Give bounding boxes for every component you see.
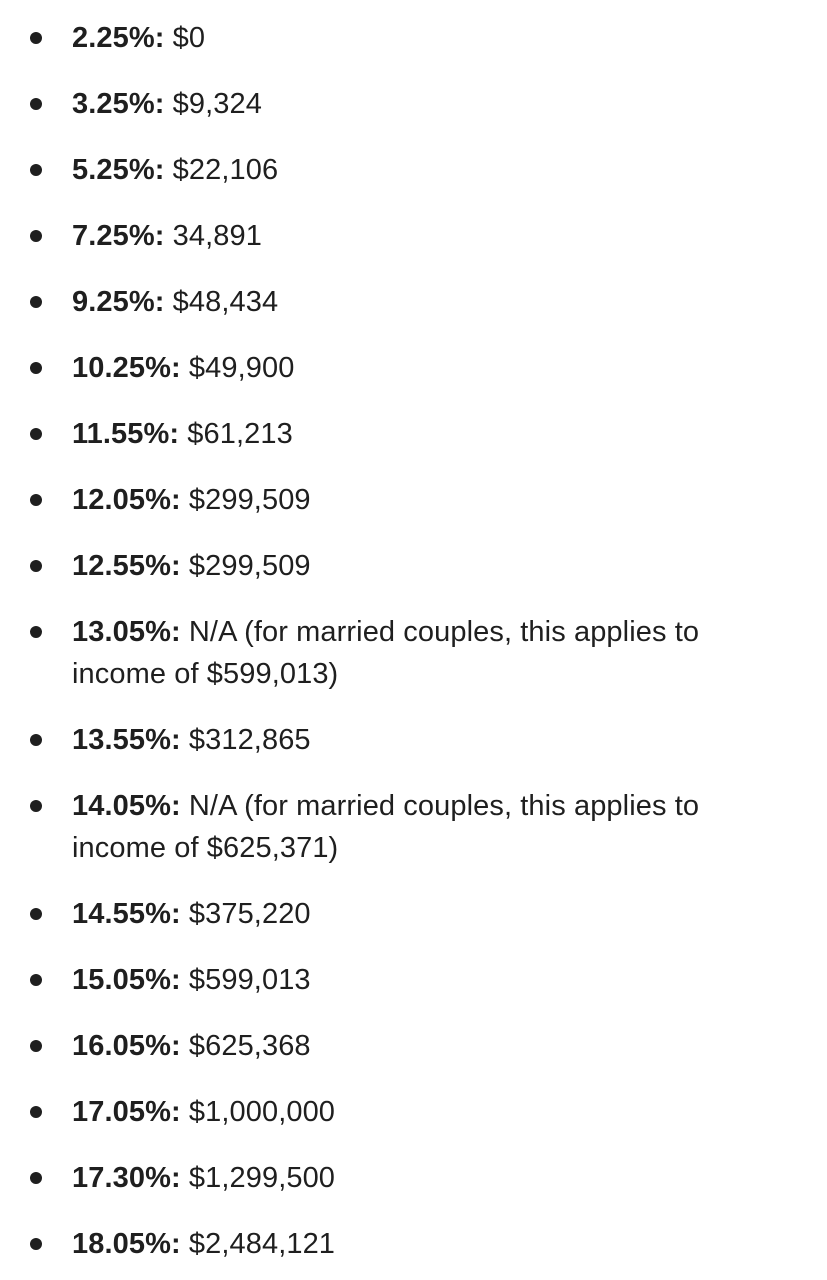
bracket-rate: 16.05%:	[72, 1030, 181, 1062]
list-item	[0, 215, 827, 257]
bullet-icon	[30, 908, 42, 920]
bullet-icon	[30, 1040, 42, 1052]
list-item	[0, 281, 827, 323]
list-item	[0, 719, 827, 761]
bracket-value: $2,484,121	[188, 1228, 336, 1260]
list-item	[0, 1223, 827, 1265]
bracket-value: $1,000,000	[188, 1096, 336, 1128]
bracket-rate: 9.25%:	[72, 286, 165, 318]
bracket-value: $22,106	[172, 154, 279, 186]
list-item	[0, 1157, 827, 1199]
bullet-icon	[30, 1106, 42, 1118]
bracket-rate: 13.05%:	[72, 616, 181, 648]
list-item	[0, 785, 827, 869]
bracket-value: $49,900	[188, 352, 295, 384]
bullet-icon	[30, 626, 42, 638]
list-item	[0, 1091, 827, 1133]
bullet-icon	[30, 428, 42, 440]
bracket-rate: 15.05%:	[72, 964, 181, 996]
bullet-icon	[30, 98, 42, 110]
bracket-value: $299,509	[188, 550, 311, 582]
bracket-value: $9,324	[172, 88, 262, 120]
bullet-icon	[30, 164, 42, 176]
tax-bracket-list	[0, 17, 827, 1265]
bracket-rate: 17.05%:	[72, 1096, 181, 1128]
bracket-rate: 12.55%:	[72, 550, 181, 582]
bracket-rate: 7.25%:	[72, 220, 165, 252]
bracket-value: $312,865	[188, 724, 311, 756]
bullet-icon	[30, 494, 42, 506]
bracket-value: 34,891	[172, 220, 262, 252]
bullet-icon	[30, 296, 42, 308]
bracket-rate: 3.25%:	[72, 88, 165, 120]
bullet-icon	[30, 32, 42, 44]
bracket-value: $599,013	[188, 964, 311, 996]
bullet-icon	[30, 734, 42, 746]
bracket-rate: 13.55%:	[72, 724, 181, 756]
bullet-icon	[30, 560, 42, 572]
list-item	[0, 149, 827, 191]
bullet-icon	[30, 974, 42, 986]
list-item	[0, 611, 827, 695]
list-item	[0, 545, 827, 587]
bullet-icon	[30, 362, 42, 374]
bracket-rate: 14.55%:	[72, 898, 181, 930]
list-item	[0, 83, 827, 125]
bullet-icon	[30, 230, 42, 242]
list-item	[0, 479, 827, 521]
list-item	[0, 413, 827, 455]
list-item	[0, 1025, 827, 1067]
bracket-rate: 2.25%:	[72, 22, 165, 54]
bracket-value: $299,509	[188, 484, 311, 516]
bracket-value: $0	[172, 22, 206, 54]
bullet-icon	[30, 1238, 42, 1250]
bracket-value: $625,368	[188, 1030, 311, 1062]
bracket-value: $375,220	[188, 898, 311, 930]
bracket-value: N/A (for married couples, this applies to income of $599,013)	[72, 616, 700, 690]
bracket-rate: 11.55%:	[72, 418, 180, 450]
list-item	[0, 17, 827, 59]
list-item	[0, 893, 827, 935]
bullet-icon	[30, 1172, 42, 1184]
bullet-icon	[30, 800, 42, 812]
bracket-rate: 17.30%:	[72, 1162, 181, 1194]
bracket-value: $61,213	[187, 418, 293, 450]
bracket-rate: 18.05%:	[72, 1228, 181, 1260]
bracket-rate: 14.05%:	[72, 790, 181, 822]
list-item	[0, 347, 827, 389]
list-item	[0, 959, 827, 1001]
bracket-value: N/A (for married couples, this applies to income of $625,371)	[72, 790, 700, 864]
bracket-rate: 12.05%:	[72, 484, 181, 516]
bracket-value: $1,299,500	[188, 1162, 336, 1194]
bracket-rate: 10.25%:	[72, 352, 181, 384]
bracket-value: $48,434	[172, 286, 279, 318]
bracket-rate: 5.25%:	[72, 154, 165, 186]
